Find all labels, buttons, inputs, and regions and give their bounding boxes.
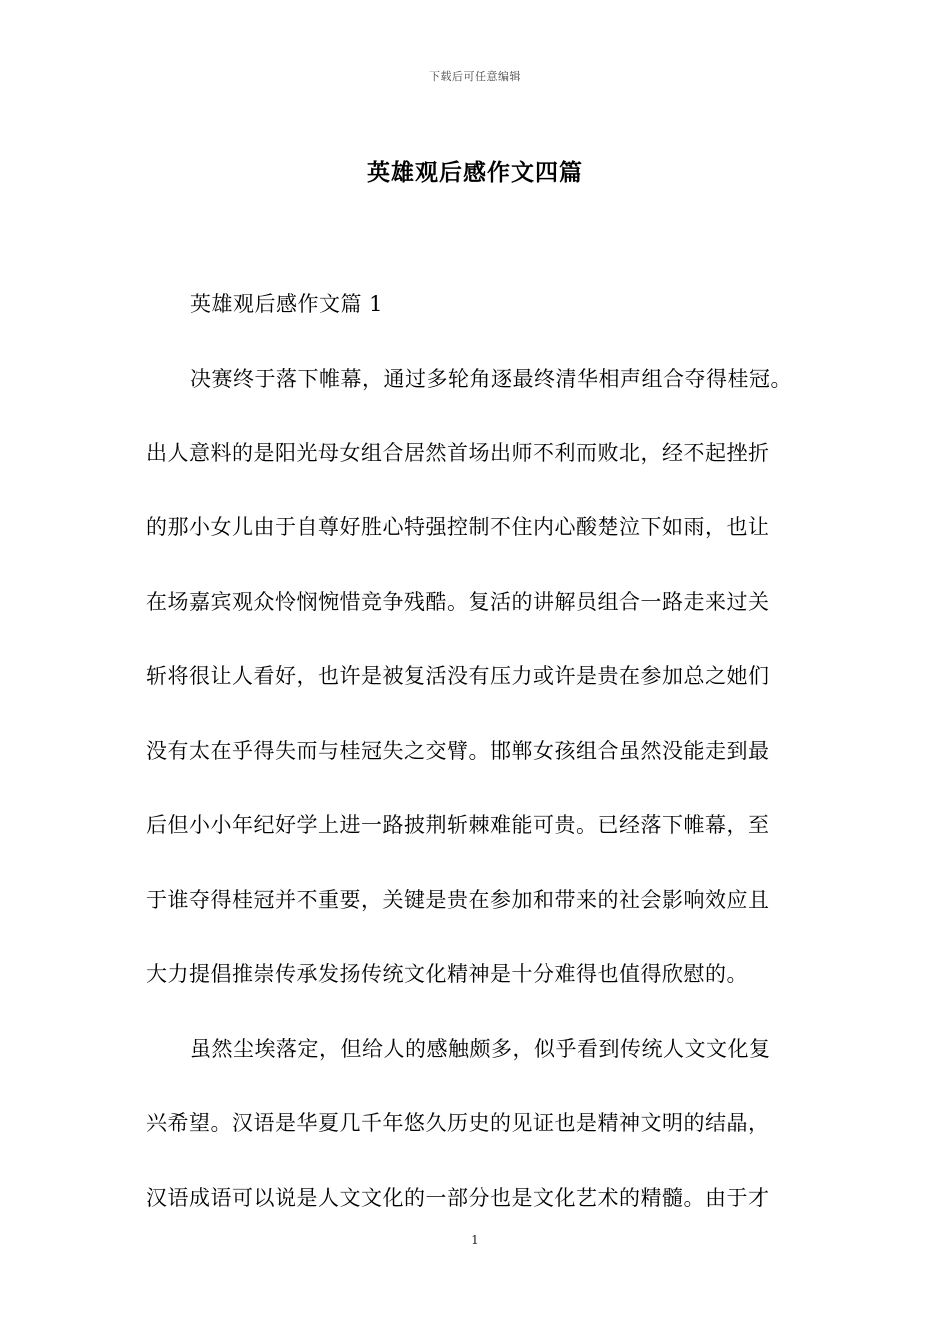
paragraph-line: 出人意料的是阳光母女组合居然首场出师不利而败北，经不起挫折 (146, 441, 770, 465)
paragraph-line: 后但小小年纪好学上进一路披荆斩棘难能可贵。已经落下帷幕，至 (146, 813, 770, 837)
paragraph-line: 没有太在乎得失而与桂冠失之交臂。邯郸女孩组合虽然没能走到最 (146, 739, 770, 763)
paragraph-line: 于谁夺得桂冠并不重要，关键是贵在参加和带来的社会影响效应且 (146, 888, 770, 912)
paragraph-line: 兴希望。汉语是华夏几千年悠久历史的见证也是精神文明的结晶， (146, 1111, 770, 1135)
paragraph-line: 在场嘉宾观众怜悯惋惜竞争残酷。复活的讲解员组合一路走来过关 (146, 590, 770, 614)
page-number: 1 (471, 1233, 479, 1247)
paragraph-line: 大力提倡推崇传承发扬传统文化精神是十分难得也值得欣慰的。 (146, 962, 748, 986)
paragraph-line: 斩将很让人看好，也许是被复活没有压力或许是贵在参加总之她们 (146, 664, 770, 688)
paragraph-line: 虽然尘埃落定，但给人的感触颇多，似乎看到传统人文文化复 (190, 1037, 771, 1061)
paragraph-line: 汉语成语可以说是人文文化的一部分也是文化艺术的精髓。由于才 (146, 1186, 770, 1210)
document-title: 英雄观后感作文四篇 (367, 159, 583, 186)
paragraph-line: 的那小女儿由于自尊好胜心特强控制不住内心酸楚泣下如雨，也让 (146, 515, 770, 539)
paragraph-line: 决赛终于落下帷幕，通过多轮角逐最终清华相声组合夺得桂冠。 (190, 367, 792, 391)
header-note: 下载后可任意编辑 (429, 70, 521, 83)
section-heading: 英雄观后感作文篇 1 (190, 292, 384, 316)
